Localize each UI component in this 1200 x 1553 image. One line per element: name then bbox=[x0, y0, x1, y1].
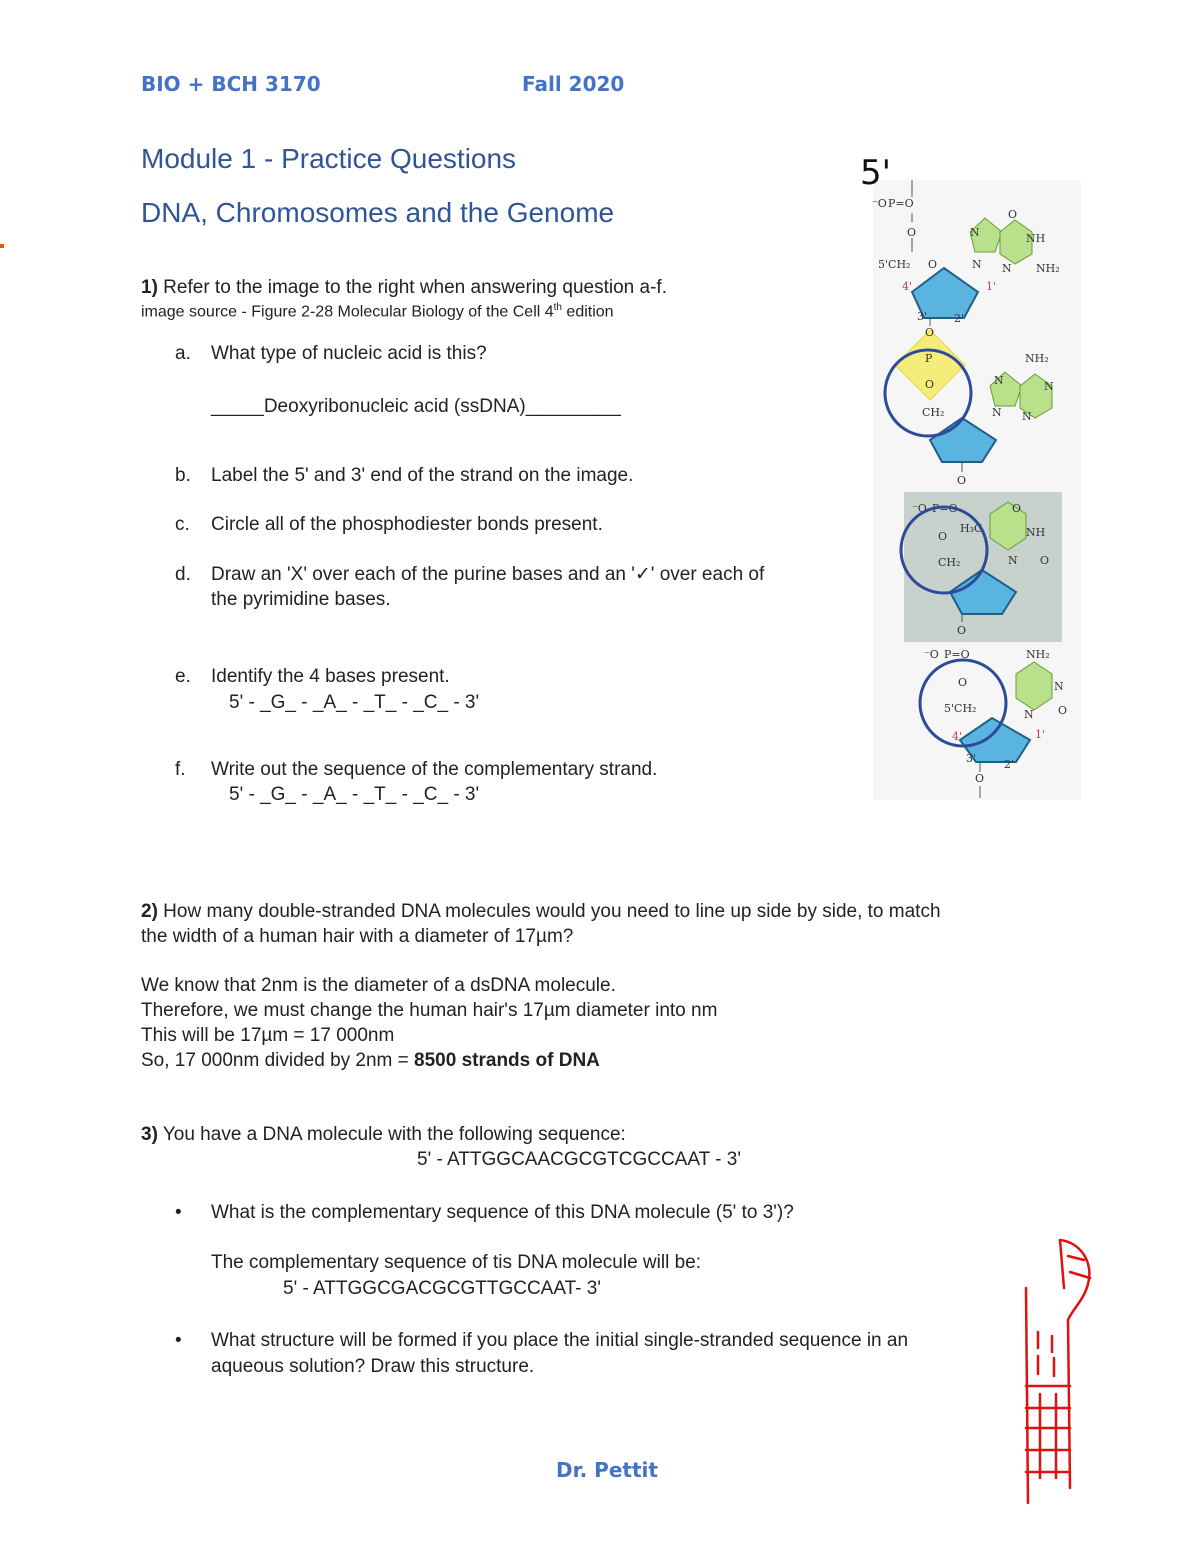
atom-label: O bbox=[1008, 208, 1018, 221]
bullet-1: • bbox=[175, 1202, 182, 1223]
hairpin-loop-stroke bbox=[1060, 1240, 1064, 1288]
q2-final-answer: 8500 strands of DNA bbox=[414, 1050, 600, 1071]
source-sup: th bbox=[553, 302, 562, 313]
atom-label: NH₂ bbox=[1036, 262, 1060, 275]
atom-label: O bbox=[1058, 704, 1068, 717]
ring-number: 2' bbox=[1004, 758, 1015, 771]
q3-prompt-text: You have a DNA molecule with the following sequence: bbox=[157, 1124, 626, 1145]
dna-strand-figure bbox=[840, 140, 1090, 820]
q1d-letter: d. bbox=[175, 564, 191, 585]
atom-label: O bbox=[1012, 502, 1022, 515]
topic-title: DNA, Chromosomes and the Genome bbox=[141, 197, 615, 228]
q1e-letter: e. bbox=[175, 666, 191, 687]
q3-bullet2-line1: What structure will be formed if you place the initial single-stranded sequence in an bbox=[211, 1330, 909, 1351]
q1f-answer: 5' - _G_ - _A_ - _T_ - _C_ - 3' bbox=[229, 784, 480, 805]
q1-prompt-text: Refer to the image to the right when answering question a-f. bbox=[157, 277, 667, 298]
q1-image-source bbox=[141, 302, 614, 321]
atom-label: N bbox=[1024, 708, 1034, 721]
ring-number: 1' bbox=[986, 280, 997, 293]
atom-label: P bbox=[925, 352, 933, 365]
atom-label: ⁻O bbox=[912, 502, 927, 515]
q1a-letter: a. bbox=[175, 343, 191, 364]
module-title: Module 1 - Practice Questions bbox=[141, 143, 517, 174]
q2-line2: the width of a human hair with a diameter of 17µm? bbox=[141, 926, 574, 947]
atom-label: O bbox=[928, 258, 938, 271]
q3-sequence: 5' - ATTGGCAACGCGTCGCCAAT - 3' bbox=[417, 1149, 741, 1170]
q1-number: 1) bbox=[141, 277, 158, 298]
margin-mark bbox=[0, 244, 4, 248]
q3-bullet1-answer-2: 5' - ATTGGCGACGCGTTGCCAAT- 3' bbox=[283, 1278, 601, 1299]
atom-label: 5'CH₂ bbox=[944, 702, 977, 715]
q2-line1-text: How many double-stranded DNA molecules would you need to line up side by side, to match bbox=[157, 901, 941, 922]
q3-bullet1-answer-1: The complementary sequence of tis DNA molecule will be: bbox=[211, 1252, 702, 1273]
atom-label: 5'CH₂ bbox=[878, 258, 911, 271]
atom-label: O bbox=[957, 624, 967, 637]
atom-label: O bbox=[958, 676, 968, 689]
q1a-answer: _____Deoxyribonucleic acid (ssDNA)_________ bbox=[211, 396, 621, 417]
atom-label: ⁻O bbox=[872, 197, 887, 210]
q3-number: 3) bbox=[141, 1124, 158, 1145]
q2-answer-1: We know that 2nm is the diameter of a dsDNA molecule. bbox=[141, 975, 616, 996]
handwritten-5prime-label: 5' bbox=[860, 153, 891, 193]
q1a-text: What type of nucleic acid is this? bbox=[211, 343, 487, 364]
q1f-letter: f. bbox=[175, 759, 186, 780]
atom-label: P=O bbox=[944, 648, 970, 661]
q1e-text: Identify the 4 bases present. bbox=[211, 666, 450, 687]
atom-label: ⁻O bbox=[924, 648, 939, 661]
atom-label: NH₂ bbox=[1026, 648, 1050, 661]
course-code: BIO + BCH 3170 bbox=[141, 72, 321, 96]
atom-label: O bbox=[1040, 554, 1050, 567]
handwritten-hairpin-drawing bbox=[1010, 1228, 1100, 1508]
q3-bullet2-line2: aqueous solution? Draw this structure. bbox=[211, 1356, 535, 1377]
atom-label: H₃C bbox=[960, 522, 983, 535]
atom-label: N bbox=[1002, 262, 1012, 275]
atom-label: CH₂ bbox=[938, 556, 961, 569]
q1f-text: Write out the sequence of the complementary strand. bbox=[211, 759, 658, 780]
atom-label: P=O bbox=[888, 197, 914, 210]
q3-prompt bbox=[141, 1122, 626, 1147]
atom-label: CH₂ bbox=[922, 406, 945, 419]
atom-label: O bbox=[975, 772, 985, 785]
atom-label: O bbox=[925, 326, 935, 339]
atom-label: O bbox=[938, 530, 948, 543]
q2-answer-2: Therefore, we must change the human hair's 17µm diameter into nm bbox=[141, 1000, 718, 1021]
atom-label: N bbox=[994, 374, 1004, 387]
hairpin-stem-right bbox=[1068, 1320, 1070, 1488]
q2-line1 bbox=[141, 899, 941, 924]
atom-label: N bbox=[1054, 680, 1064, 693]
q1-prompt bbox=[141, 275, 667, 300]
q3-bullet1-text: What is the complementary sequence of this DNA molecule (5' to 3')? bbox=[211, 1202, 794, 1223]
loop-mark bbox=[1068, 1256, 1084, 1260]
atom-label: NH bbox=[1026, 526, 1046, 539]
atom-label: O bbox=[957, 474, 967, 487]
q1c-text: Circle all of the phosphodiester bonds present. bbox=[211, 514, 603, 535]
ring-number: 4' bbox=[952, 730, 963, 743]
atom-label: N bbox=[1008, 554, 1018, 567]
atom-label: N bbox=[1044, 380, 1054, 393]
ring-number: 4' bbox=[902, 280, 913, 293]
q2-number: 2) bbox=[141, 901, 158, 922]
q2-answer-3: This will be 17µm = 17 000nm bbox=[141, 1025, 395, 1046]
atom-label: O bbox=[907, 226, 917, 239]
loop-mark bbox=[1070, 1272, 1090, 1278]
q1d-text: Draw an 'X' over each of the purine bases and an '✓' over each of bbox=[211, 564, 765, 585]
q1b-letter: b. bbox=[175, 465, 191, 486]
ring-number: 2' bbox=[954, 312, 965, 325]
q2-answer-4 bbox=[141, 1048, 600, 1073]
atom-label: N bbox=[972, 258, 982, 271]
ring-number: 3' bbox=[917, 310, 928, 323]
bullet-2: • bbox=[175, 1330, 182, 1351]
atom-label: N bbox=[992, 406, 1002, 419]
atom-label: NH bbox=[1026, 232, 1046, 245]
source-post: edition bbox=[561, 303, 614, 321]
q1b-text: Label the 5' and 3' end of the strand on the image. bbox=[211, 465, 634, 486]
footer-author: Dr. Pettit bbox=[556, 1458, 658, 1482]
atom-label: O bbox=[925, 378, 935, 391]
ring-number: 1' bbox=[1035, 728, 1046, 741]
atom-label: N bbox=[970, 226, 980, 239]
q1e-answer: 5' - _G_ - _A_ - _T_ - _C_ - 3' bbox=[229, 692, 480, 713]
ring-number: 3' bbox=[966, 752, 977, 765]
term: Fall 2020 bbox=[522, 72, 625, 96]
source-text: image source - Figure 2-28 Molecular Biology of the Cell 4 bbox=[141, 303, 554, 321]
q1d-text-cont: the pyrimidine bases. bbox=[211, 589, 391, 610]
q2-answer-4-text: So, 17 000nm divided by 2nm = bbox=[141, 1050, 415, 1071]
q1c-letter: c. bbox=[175, 514, 190, 535]
atom-label: P=O bbox=[932, 502, 958, 515]
atom-label: NH₂ bbox=[1025, 352, 1049, 365]
atom-label: N bbox=[1022, 410, 1032, 423]
